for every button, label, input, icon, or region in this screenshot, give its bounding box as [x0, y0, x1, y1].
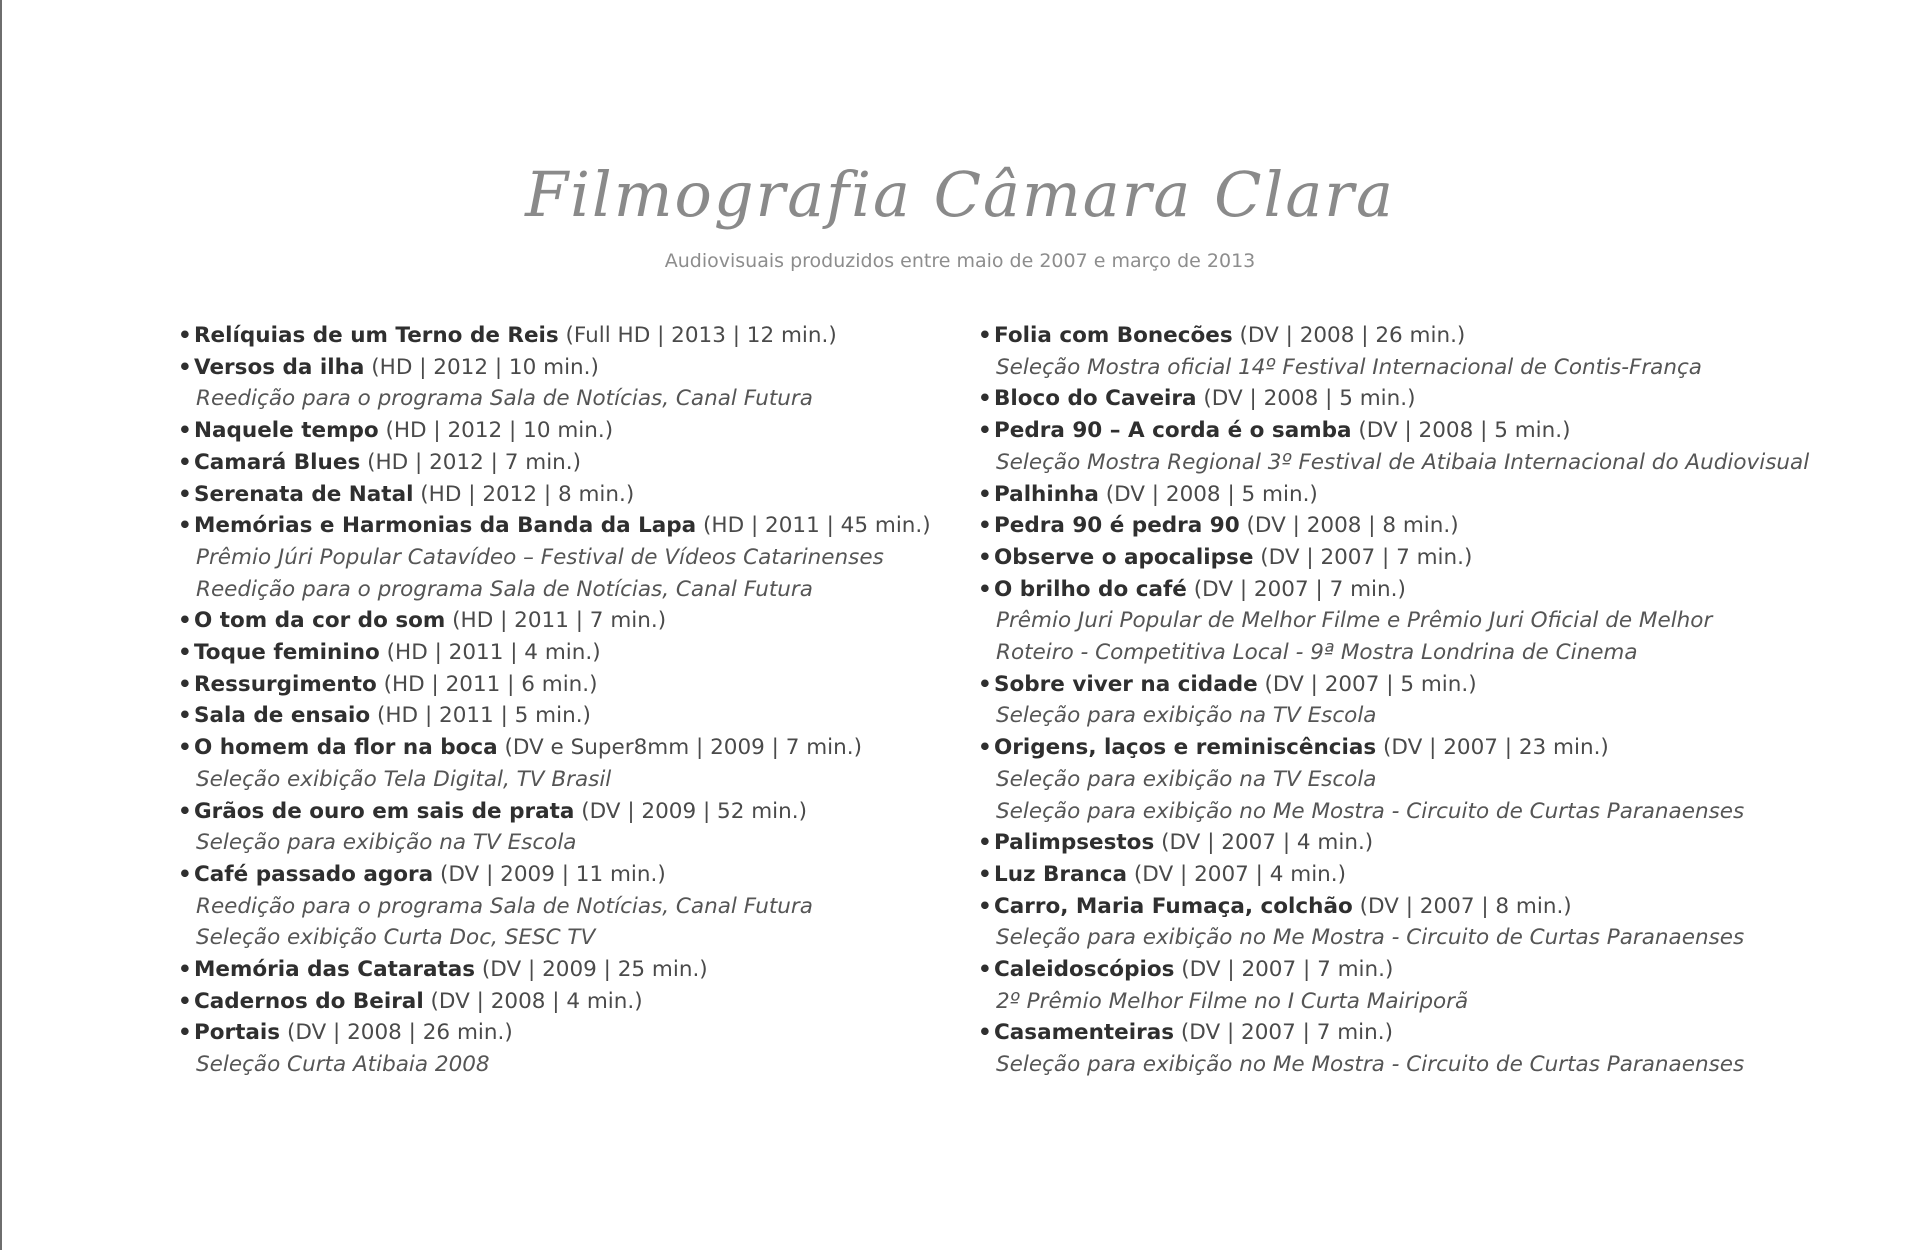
film-entry-line — [178, 732, 958, 764]
bullet-icon: • — [978, 513, 992, 539]
filmography-left-column — [178, 320, 958, 1081]
film-title: Sala de ensaio — [194, 703, 371, 729]
film-entry — [178, 352, 958, 415]
film-info: (DV | 2009 | 25 min.) — [481, 957, 708, 983]
film-info: (DV | 2008 | 5 min.) — [1105, 481, 1318, 507]
page-subtitle: Audiovisuais produzidos entre maio de 2007 e março de 2013 — [664, 250, 1256, 272]
film-info: (HD | 2011 | 45 min.) — [703, 513, 931, 539]
bullet-icon: • — [978, 957, 992, 983]
film-info: (DV | 2007 | 7 min.) — [1260, 544, 1473, 570]
film-title: Cadernos do Beiral — [194, 988, 424, 1014]
film-title: Naquele tempo — [194, 418, 379, 444]
film-info: (HD | 2012 | 8 min.) — [420, 481, 635, 507]
film-title: Pedra 90 – A corda é o samba — [994, 418, 1352, 444]
film-entry-line — [978, 479, 1768, 511]
film-title: Serenata de Natal — [194, 481, 414, 507]
film-title: Bloco do Caveira — [994, 386, 1197, 412]
film-note: Seleção Mostra oficial 14º Festival Internacional de Contis-França — [996, 354, 1702, 380]
film-entry-line — [178, 510, 958, 542]
film-title: Caleidoscópios — [994, 957, 1175, 983]
film-title: Carro, Maria Fumaça, colchão — [994, 893, 1353, 919]
film-entry-line — [178, 796, 958, 828]
film-entry — [978, 1017, 1768, 1080]
film-info: (DV | 2009 | 11 min.) — [439, 861, 666, 887]
film-entry-line — [978, 542, 1768, 574]
film-info: (Full HD | 2013 | 12 min.) — [565, 323, 837, 348]
film-entry-line — [978, 859, 1768, 891]
film-note: Seleção para exibição na TV Escola — [196, 830, 577, 856]
bullet-icon: • — [178, 418, 192, 444]
film-entry-line — [178, 1017, 958, 1049]
film-info: (DV | 2008 | 5 min.) — [1203, 386, 1416, 412]
film-info: (DV | 2007 | 4 min.) — [1133, 861, 1347, 887]
film-info: (DV | 2008 | 8 min.) — [1246, 513, 1459, 539]
film-title: Sobre viver na cidade — [994, 671, 1258, 697]
film-title: Folia com Bonecões — [994, 323, 1233, 348]
film-info: (DV | 2007 | 4 min.) — [1161, 830, 1374, 856]
bullet-icon: • — [178, 988, 192, 1014]
film-title: Toque feminino — [194, 640, 380, 666]
film-entry — [978, 732, 1768, 827]
film-title: Luz Branca — [994, 861, 1128, 887]
film-title: Ressurgimento — [194, 671, 377, 697]
bullet-icon: • — [978, 735, 992, 761]
film-note: Seleção para exibição na TV Escola — [996, 703, 1377, 729]
bullet-icon: • — [178, 323, 192, 348]
film-info: (HD | 2011 | 7 min.) — [452, 608, 667, 634]
film-info: (DV | 2007 | 7 min.) — [1180, 1020, 1393, 1046]
film-info: (DV | 2008 | 4 min.) — [430, 988, 643, 1014]
film-entry-line — [178, 954, 958, 986]
film-info: (DV | 2007 | 8 min.) — [1359, 893, 1572, 919]
film-title: Casamenteiras — [994, 1020, 1175, 1046]
film-info: (DV | 2007 | 5 min.) — [1264, 671, 1477, 697]
bullet-icon: • — [978, 830, 992, 856]
film-title: Origens, laços e reminiscências — [994, 735, 1377, 761]
film-info: (DV | 2007 | 7 min.) — [1181, 957, 1394, 983]
film-entry — [178, 669, 958, 701]
film-title: Palhinha — [994, 481, 1099, 507]
film-entry-line — [178, 352, 958, 384]
film-entry — [978, 383, 1768, 415]
bullet-icon: • — [978, 323, 992, 348]
bullet-icon: • — [178, 1020, 192, 1046]
film-title: Memória das Cataratas — [194, 957, 476, 983]
page-title: Filmografia Câmara Clara — [525, 158, 1395, 231]
film-entry-line — [178, 859, 958, 891]
film-entry — [178, 510, 958, 605]
film-entry-line — [978, 1017, 1768, 1049]
film-note: Reedição para o programa Sala de Notícias, Canal Futura — [196, 576, 813, 602]
film-entry-line — [178, 637, 958, 669]
bullet-icon: • — [978, 386, 992, 412]
bullet-icon: • — [178, 957, 192, 983]
film-entry — [178, 1017, 958, 1080]
film-entry-line — [178, 669, 958, 701]
film-info: (DV | 2008 | 26 min.) — [1239, 323, 1466, 348]
bullet-icon: • — [978, 1020, 992, 1046]
film-note: Seleção para exibição no Me Mostra - Circuito de Curtas Paranaenses — [996, 1052, 1745, 1078]
bullet-icon: • — [978, 861, 992, 887]
film-note: Seleção exibição Tela Digital, TV Brasil — [196, 766, 612, 792]
film-title: Camará Blues — [194, 449, 361, 475]
film-entry-line — [978, 574, 1768, 606]
film-info: (HD | 2011 | 6 min.) — [383, 671, 598, 697]
filmography-right-column — [978, 320, 1810, 1081]
film-entry — [178, 415, 958, 447]
film-entry-line — [978, 827, 1768, 859]
bullet-icon: • — [978, 671, 992, 697]
film-info: (DV | 2007 | 23 min.) — [1383, 735, 1609, 761]
film-entry — [178, 605, 958, 637]
film-entry — [978, 827, 1768, 859]
film-entry — [178, 320, 958, 352]
film-entry-line — [978, 383, 1768, 415]
film-info: (HD | 2011 | 5 min.) — [377, 703, 591, 729]
film-entry-line — [178, 605, 958, 637]
bullet-icon: • — [178, 861, 192, 887]
film-title: Palimpsestos — [994, 830, 1155, 856]
film-title: Relíquias de um Terno de Reis — [194, 323, 559, 348]
film-entry — [178, 637, 958, 669]
bullet-icon: • — [178, 481, 192, 507]
film-note: Seleção para exibição no Me Mostra - Circuito de Curtas Paranaenses — [996, 925, 1745, 951]
film-info: (DV e Super8mm | 2009 | 7 min.) — [504, 735, 862, 761]
bullet-icon: • — [978, 418, 992, 444]
film-entry — [178, 796, 958, 859]
film-info: (HD | 2012 | 10 min.) — [385, 418, 614, 444]
film-entry-line — [178, 320, 958, 352]
film-info: (HD | 2012 | 7 min.) — [367, 449, 582, 475]
film-title: Grãos de ouro em sais de prata — [194, 798, 575, 824]
film-entry-line — [978, 669, 1768, 701]
film-title: O tom da cor do som — [194, 608, 446, 634]
film-title: Portais — [194, 1020, 281, 1046]
film-entry — [178, 859, 958, 954]
bullet-icon: • — [178, 798, 192, 824]
film-entry — [978, 954, 1768, 1017]
film-entry — [978, 891, 1768, 954]
film-entry-line — [978, 510, 1768, 542]
film-title: O brilho do café — [994, 576, 1187, 602]
bullet-icon: • — [978, 893, 992, 919]
film-entry — [978, 415, 1810, 478]
film-entry — [178, 447, 958, 479]
film-entry — [178, 954, 958, 986]
bullet-icon: • — [978, 576, 992, 602]
film-entry — [178, 986, 958, 1018]
bullet-icon: • — [978, 544, 992, 570]
bullet-icon: • — [178, 671, 192, 697]
film-title: Memórias e Harmonias da Banda da Lapa — [194, 513, 697, 539]
film-note: Seleção Curta Atibaia 2008 — [196, 1052, 490, 1078]
bullet-icon: • — [178, 449, 192, 475]
film-entry — [978, 574, 1768, 669]
film-title: Versos da ilha — [194, 354, 365, 380]
film-entry-line — [178, 447, 958, 479]
film-note: Seleção para exibição na TV Escola — [996, 766, 1377, 792]
film-note: Prêmio Júri Popular Catavídeo – Festival de Vídeos Catarinenses — [196, 544, 884, 570]
film-entry-line — [978, 732, 1768, 764]
film-entry — [178, 479, 958, 511]
film-entry — [978, 510, 1768, 542]
film-note: 2º Prêmio Melhor Filme no I Curta Mairiporã — [996, 988, 1469, 1014]
film-entry — [978, 542, 1768, 574]
film-note: Seleção exibição Curta Doc, SESC TV — [196, 925, 596, 951]
bullet-icon: • — [178, 354, 192, 380]
bullet-icon: • — [178, 513, 192, 539]
film-entry — [978, 320, 1768, 383]
film-info: (DV | 2008 | 5 min.) — [1358, 418, 1571, 444]
bullet-icon: • — [178, 608, 192, 634]
film-info: (DV | 2009 | 52 min.) — [581, 798, 808, 824]
film-info: (HD | 2011 | 4 min.) — [386, 640, 601, 666]
film-note: Seleção Mostra Regional 3º Festival de Atibaia Internacional do Audiovisual — [996, 449, 1810, 475]
film-note: Seleção para exibição no Me Mostra - Circuito de Curtas Paranaenses — [996, 798, 1745, 824]
film-note: Reedição para o programa Sala de Notícias, Canal Futura — [196, 893, 813, 919]
film-entry — [178, 700, 958, 732]
bullet-icon: • — [178, 640, 192, 666]
bullet-icon: • — [178, 735, 192, 761]
film-entry-line — [978, 891, 1768, 923]
film-title: Pedra 90 é pedra 90 — [994, 513, 1240, 539]
film-entry-line — [978, 415, 1768, 447]
film-entry-line — [178, 479, 958, 511]
bullet-icon: • — [978, 481, 992, 507]
film-entry — [978, 859, 1768, 891]
film-info: (DV | 2008 | 26 min.) — [286, 1020, 513, 1046]
film-title: O homem da flor na boca — [194, 735, 498, 761]
film-info: (DV | 2007 | 7 min.) — [1193, 576, 1406, 602]
film-entry — [178, 732, 958, 795]
film-entry-line — [178, 415, 958, 447]
film-note: Prêmio Juri Popular de Melhor Filme e Prêmio Juri Oficial de Melhor Roteiro - Competitiva Local - 9ª Mostra Londrina de Cinema — [996, 608, 1713, 666]
film-entry-line — [178, 700, 958, 732]
film-entry-line — [978, 954, 1768, 986]
film-note: Reedição para o programa Sala de Notícias, Canal Futura — [196, 386, 813, 412]
film-info: (HD | 2012 | 10 min.) — [371, 354, 599, 380]
film-entry-line — [978, 320, 1768, 352]
film-entry — [978, 479, 1768, 511]
film-entry-line — [178, 986, 958, 1018]
film-title: Observe o apocalipse — [994, 544, 1254, 570]
bullet-icon: • — [178, 703, 192, 729]
film-title: Café passado agora — [194, 861, 434, 887]
film-entry — [978, 669, 1768, 732]
